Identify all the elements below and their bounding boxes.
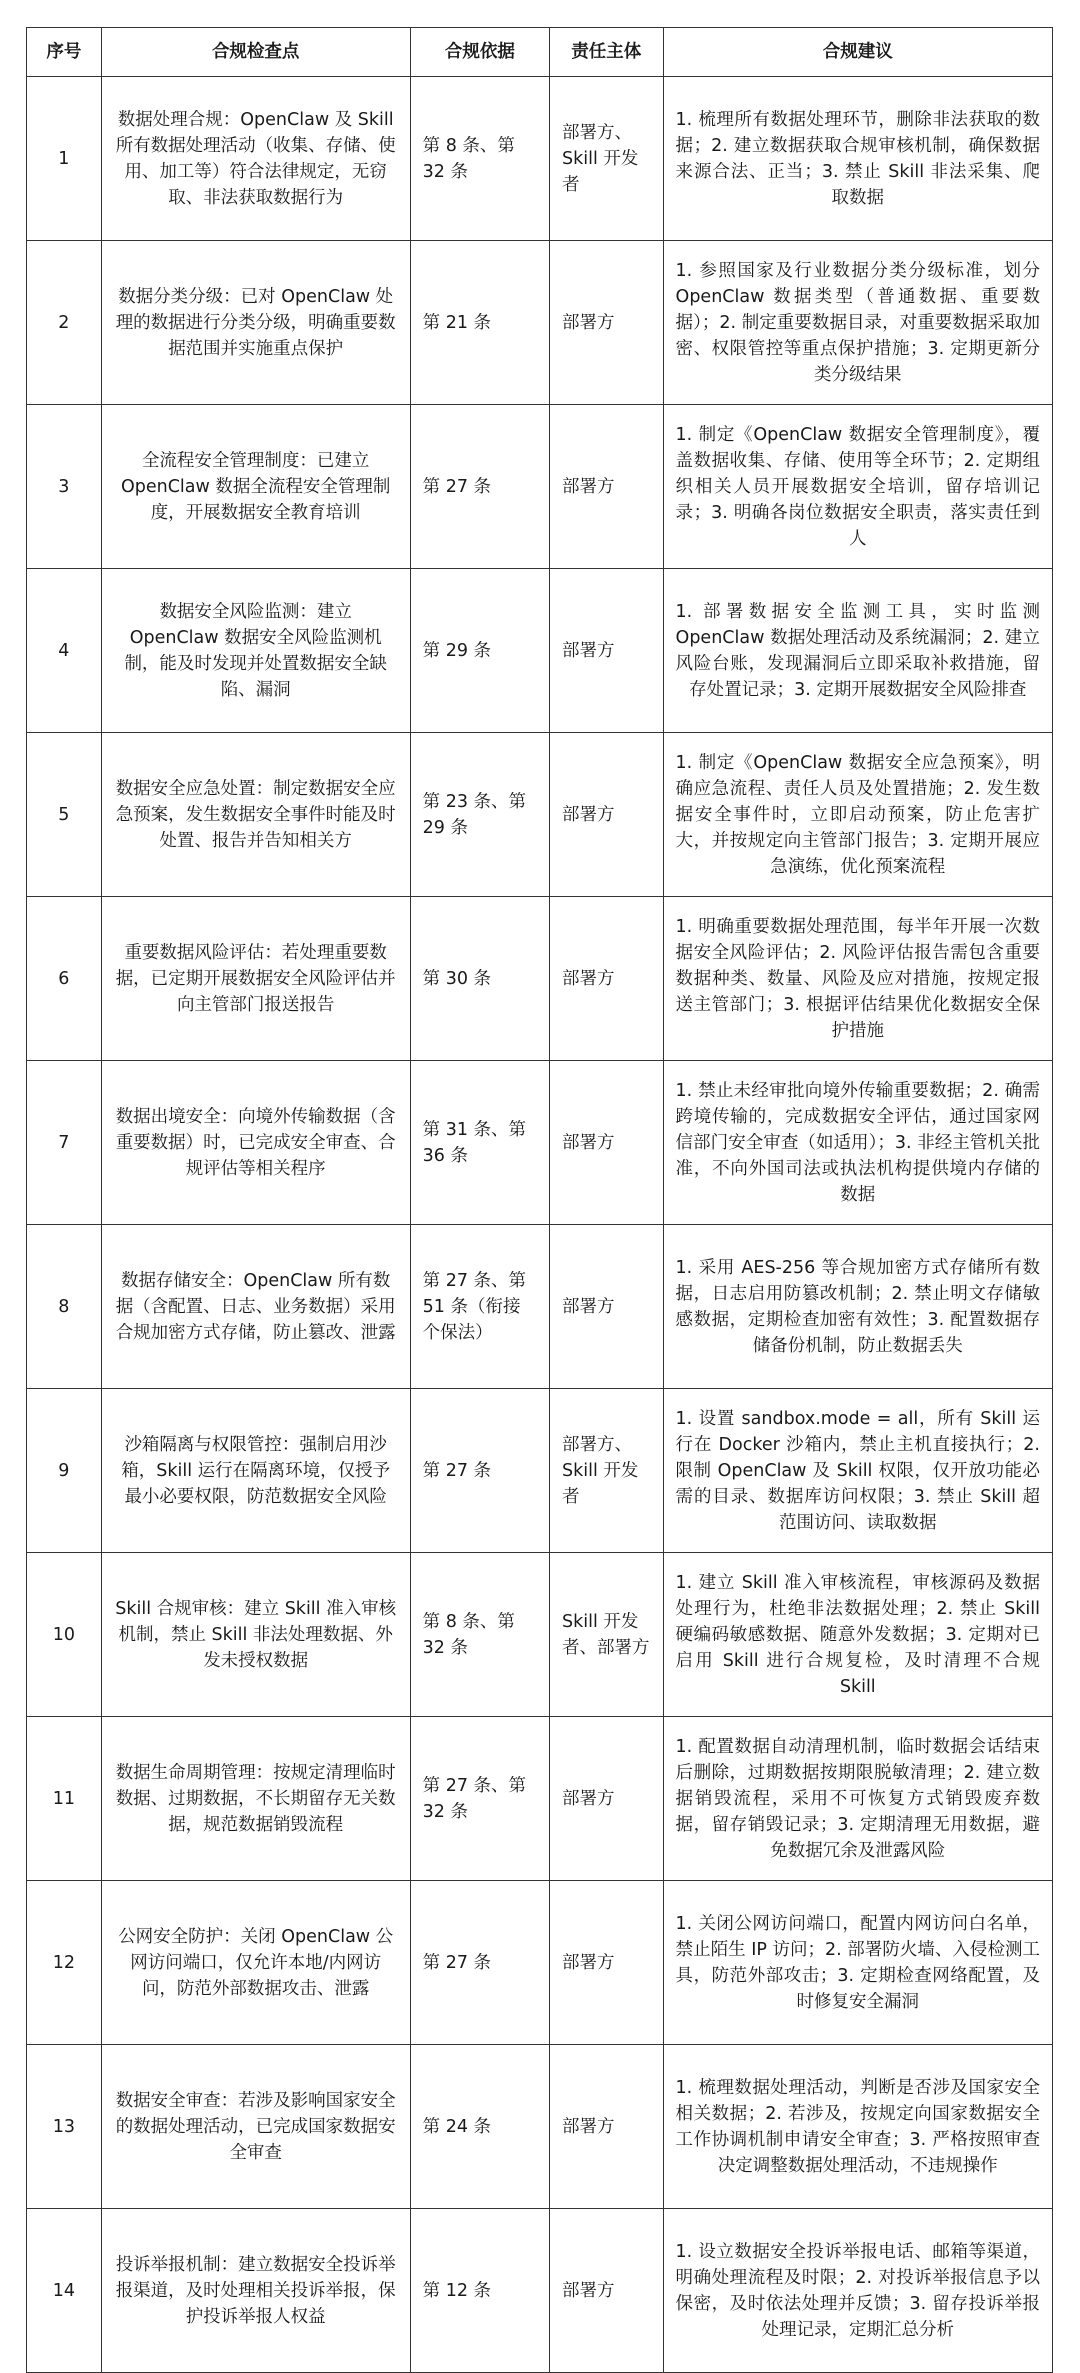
cell-check-point: 数据存储安全：OpenClaw 所有数据（含配置、日志、业务数据）采用合规加密方式存储，防止篡改、泄露 (101, 1225, 410, 1389)
cell-responsible-party: 部署方 (550, 569, 664, 733)
header-advice: 合规建议 (663, 28, 1052, 77)
cell-responsible-party: 部署方 (550, 733, 664, 897)
table-row (27, 897, 1053, 1061)
cell-legal-basis: 第 27 条 (410, 1389, 549, 1553)
cell-no: 11 (27, 1717, 102, 1881)
cell-no: 5 (27, 733, 102, 897)
cell-no: 8 (27, 1225, 102, 1389)
table-row (27, 733, 1053, 897)
cell-check-point: 沙箱隔离与权限管控：强制启用沙箱，Skill 运行在隔离环境，仅授予最小必要权限，防范数据安全风险 (101, 1389, 410, 1553)
cell-legal-basis: 第 27 条、第 32 条 (410, 1717, 549, 1881)
cell-no: 2 (27, 241, 102, 405)
cell-legal-basis: 第 24 条 (410, 2045, 549, 2209)
cell-responsible-party: Skill 开发者、部署方 (550, 1553, 664, 1717)
cell-check-point: 数据生命周期管理：按规定清理临时数据、过期数据，不长期留存无关数据，规范数据销毁流程 (101, 1717, 410, 1881)
cell-responsible-party: 部署方 (550, 241, 664, 405)
cell-no: 7 (27, 1061, 102, 1225)
cell-check-point: 数据出境安全：向境外传输数据（含重要数据）时，已完成安全审查、合规评估等相关程序 (101, 1061, 410, 1225)
cell-advice: 1. 禁止未经审批向境外传输重要数据；2. 确需跨境传输的，完成数据安全评估，通过国家网信部门安全审查（如适用）；3. 非经主管机关批准，不向外国司法或执法机构提供境内存储的数据 (663, 1061, 1052, 1225)
cell-advice: 1. 建立 Skill 准入审核流程，审核源码及数据处理行为，杜绝非法数据处理；2. 禁止 Skill 硬编码敏感数据、随意外发数据；3. 定期对已启用 Skill 进行合规复检，及时清理不合规 Skill (663, 1553, 1052, 1717)
cell-responsible-party: 部署方 (550, 897, 664, 1061)
cell-advice: 1. 制定《OpenClaw 数据安全管理制度》，覆盖数据收集、存储、使用等全环节；2. 定期组织相关人员开展数据安全培训，留存培训记录；3. 明确各岗位数据安全职责，落实责任到人 (663, 405, 1052, 569)
cell-advice: 1. 部署数据安全监测工具，实时监测 OpenClaw 数据处理活动及系统漏洞；2. 建立风险台账，发现漏洞后立即采取补救措施，留存处置记录；3. 定期开展数据安全风险排查 (663, 569, 1052, 733)
header-no: 序号 (27, 28, 102, 77)
cell-advice: 1. 采用 AES-256 等合规加密方式存储所有数据，日志启用防篡改机制；2. 禁止明文存储敏感数据，定期检查加密有效性；3. 配置数据存储备份机制，防止数据丢失 (663, 1225, 1052, 1389)
cell-advice: 1. 参照国家及行业数据分类分级标准，划分 OpenClaw 数据类型（普通数据、重要数据）；2. 制定重要数据目录，对重要数据采取加密、权限管控等重点保护措施；3. 定期更新分类分级结果 (663, 241, 1052, 405)
table-row (27, 2045, 1053, 2209)
cell-no: 14 (27, 2209, 102, 2373)
cell-check-point: 重要数据风险评估：若处理重要数据，已定期开展数据安全风险评估并向主管部门报送报告 (101, 897, 410, 1061)
table-row (27, 569, 1053, 733)
header-check-point: 合规检查点 (101, 28, 410, 77)
cell-no: 6 (27, 897, 102, 1061)
cell-no: 13 (27, 2045, 102, 2209)
cell-legal-basis: 第 12 条 (410, 2209, 549, 2373)
table-row (27, 1389, 1053, 1553)
cell-check-point: 投诉举报机制：建立数据安全投诉举报渠道，及时处理相关投诉举报，保护投诉举报人权益 (101, 2209, 410, 2373)
cell-responsible-party: 部署方 (550, 405, 664, 569)
cell-responsible-party: 部署方 (550, 1717, 664, 1881)
cell-check-point: 数据安全风险监测：建立 OpenClaw 数据安全风险监测机制，能及时发现并处置数据安全缺陷、漏洞 (101, 569, 410, 733)
cell-check-point: Skill 合规审核：建立 Skill 准入审核机制，禁止 Skill 非法处理数据、外发未授权数据 (101, 1553, 410, 1717)
cell-check-point: 公网安全防护：关闭 OpenClaw 公网访问端口，仅允许本地/内网访问，防范外部数据攻击、泄露 (101, 1881, 410, 2045)
cell-legal-basis: 第 31 条、第 36 条 (410, 1061, 549, 1225)
table-row (27, 1553, 1053, 1717)
cell-no: 3 (27, 405, 102, 569)
table-row (27, 1225, 1053, 1389)
table-row (27, 2209, 1053, 2373)
cell-legal-basis: 第 23 条、第 29 条 (410, 733, 549, 897)
cell-legal-basis: 第 27 条 (410, 405, 549, 569)
cell-advice: 1. 明确重要数据处理范围，每半年开展一次数据安全风险评估；2. 风险评估报告需包含重要数据种类、数量、风险及应对措施，按规定报送主管部门；3. 根据评估结果优化数据安全保护措施 (663, 897, 1052, 1061)
cell-no: 10 (27, 1553, 102, 1717)
cell-legal-basis: 第 8 条、第 32 条 (410, 1553, 549, 1717)
cell-no: 4 (27, 569, 102, 733)
cell-advice: 1. 设立数据安全投诉举报电话、邮箱等渠道，明确处理流程及时限；2. 对投诉举报信息予以保密，及时依法处理并反馈；3. 留存投诉举报处理记录，定期汇总分析 (663, 2209, 1052, 2373)
cell-check-point: 全流程安全管理制度：已建立 OpenClaw 数据全流程安全管理制度，开展数据安全教育培训 (101, 405, 410, 569)
cell-no: 1 (27, 77, 102, 241)
cell-advice: 1. 配置数据自动清理机制，临时数据会话结束后删除，过期数据按期限脱敏清理；2. 建立数据销毁流程，采用不可恢复方式销毁废弃数据，留存销毁记录；3. 定期清理无用数据，避免数据冗余及泄露风险 (663, 1717, 1052, 1881)
cell-legal-basis: 第 21 条 (410, 241, 549, 405)
cell-check-point: 数据安全审查：若涉及影响国家安全的数据处理活动，已完成国家数据安全审查 (101, 2045, 410, 2209)
table-row (27, 1881, 1053, 2045)
cell-responsible-party: 部署方 (550, 1881, 664, 2045)
cell-responsible-party: 部署方、Skill 开发者 (550, 1389, 664, 1553)
cell-check-point: 数据安全应急处置：制定数据安全应急预案，发生数据安全事件时能及时处置、报告并告知相关方 (101, 733, 410, 897)
cell-no: 9 (27, 1389, 102, 1553)
cell-responsible-party: 部署方 (550, 2209, 664, 2373)
cell-responsible-party: 部署方、Skill 开发者 (550, 77, 664, 241)
cell-advice: 1. 制定《OpenClaw 数据安全应急预案》，明确应急流程、责任人员及处置措施；2. 发生数据安全事件时，立即启动预案，防止危害扩大，并按规定向主管部门报告；3. 定期开展应急演练，优化预案流程 (663, 733, 1052, 897)
table-row (27, 1061, 1053, 1225)
header-legal-basis: 合规依据 (410, 28, 549, 77)
cell-advice: 1. 梳理所有数据处理环节，删除非法获取的数据；2. 建立数据获取合规审核机制，确保数据来源合法、正当；3. 禁止 Skill 非法采集、爬取数据 (663, 77, 1052, 241)
table-row (27, 241, 1053, 405)
cell-no: 12 (27, 1881, 102, 2045)
cell-advice: 1. 关闭公网访问端口，配置内网访问白名单，禁止陌生 IP 访问；2. 部署防火墙、入侵检测工具，防范外部攻击；3. 定期检查网络配置，及时修复安全漏洞 (663, 1881, 1052, 2045)
cell-advice: 1. 设置 sandbox.mode = all，所有 Skill 运行在 Docker 沙箱内，禁止主机直接执行；2. 限制 OpenClaw 及 Skill 权限，仅开放功能必需的目录、数据库访问权限；3. 禁止 Skill 超范围访问、读取数据 (663, 1389, 1052, 1553)
cell-responsible-party: 部署方 (550, 2045, 664, 2209)
cell-responsible-party: 部署方 (550, 1225, 664, 1389)
cell-advice: 1. 梳理数据处理活动，判断是否涉及国家安全相关数据；2. 若涉及，按规定向国家数据安全工作协调机制申请安全审查；3. 严格按照审查决定调整数据处理活动，不违规操作 (663, 2045, 1052, 2209)
cell-responsible-party: 部署方 (550, 1061, 664, 1225)
cell-legal-basis: 第 27 条、第 51 条（衔接个保法） (410, 1225, 549, 1389)
table-header-row (27, 28, 1053, 77)
cell-check-point: 数据处理合规：OpenClaw 及 Skill 所有数据处理活动（收集、存储、使用、加工等）符合法律规定，无窃取、非法获取数据行为 (101, 77, 410, 241)
table-row (27, 77, 1053, 241)
cell-legal-basis: 第 27 条 (410, 1881, 549, 2045)
cell-legal-basis: 第 29 条 (410, 569, 549, 733)
cell-legal-basis: 第 8 条、第 32 条 (410, 77, 549, 241)
table-body (27, 77, 1053, 2373)
table-row (27, 1717, 1053, 1881)
cell-check-point: 数据分类分级：已对 OpenClaw 处理的数据进行分类分级，明确重要数据范围并实施重点保护 (101, 241, 410, 405)
table-row (27, 405, 1053, 569)
header-responsible-party: 责任主体 (550, 28, 664, 77)
compliance-table (26, 27, 1053, 2373)
cell-legal-basis: 第 30 条 (410, 897, 549, 1061)
